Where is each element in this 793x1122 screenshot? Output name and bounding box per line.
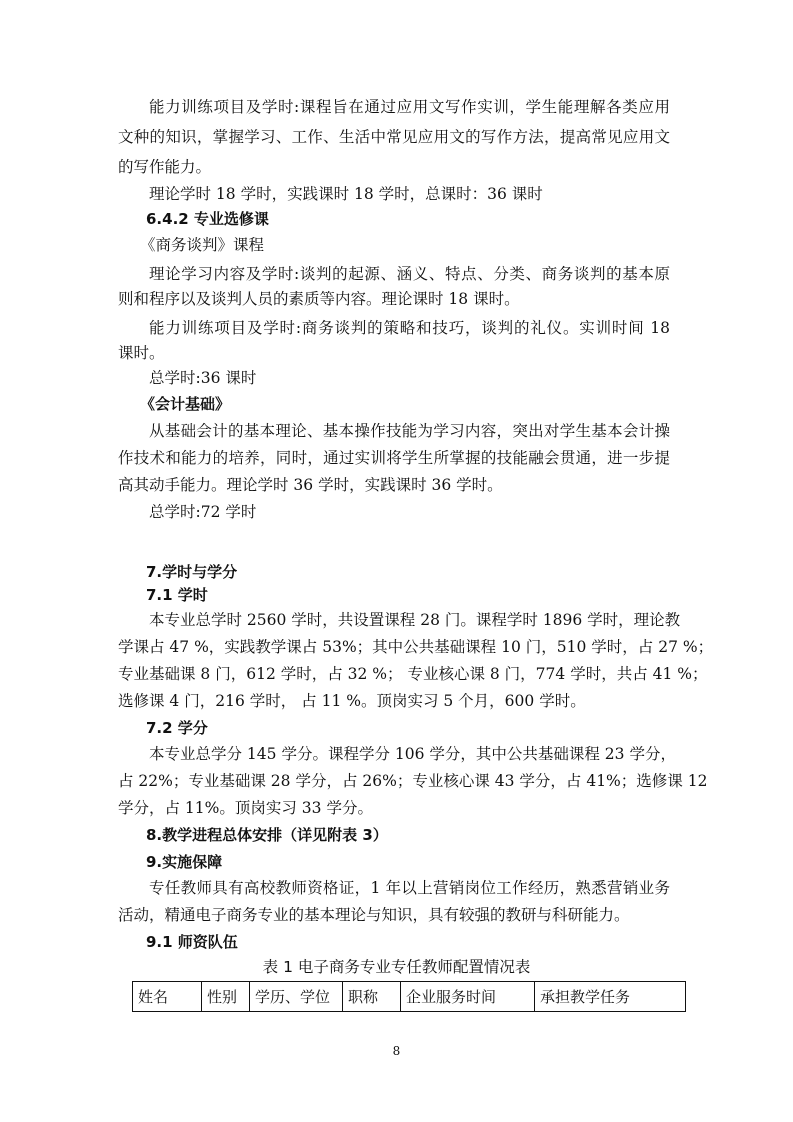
section-heading: 7.学时与学分 (146, 563, 238, 581)
section-heading: 9.实施保障 (146, 853, 223, 871)
subsection-heading: 9.1 师资队伍 (146, 933, 238, 951)
paragraph-line: 理论学习内容及学时:谈判的起源、涵义、特点、分类、商务谈判的基本原 (149, 265, 670, 283)
paragraph-line: 专业基础课 8 门，612 学时，占 32 %； 专业核心课 8 门，774 学时，共占 41 %； (118, 665, 708, 683)
page-number: 8 (392, 1044, 401, 1058)
paragraph-line: 高其动手能力。理论学时 36 学时，实践课时 36 学时。 (118, 476, 503, 494)
paragraph-line: 活动，精通电子商务专业的基本理论与知识，具有较强的教研与科研能力。 (118, 906, 630, 924)
paragraph-line: 从基础会计的基本理论、基本操作技能为学习内容，突出对学生基本会计操 (149, 422, 670, 440)
table-header-cell: 职称 (343, 982, 401, 1012)
subsection-heading: 7.2 学分 (146, 719, 208, 737)
paragraph-line: 文种的知识，掌握学习、工作、生活中常见应用文的写作方法，提高常见应用文 (118, 128, 670, 146)
table-header-cell: 学历、学位 (250, 982, 343, 1012)
section-heading: 8.教学进程总体安排（详见附表 3） (146, 826, 388, 844)
table-header-cell: 承担教学任务 (535, 982, 686, 1012)
teacher-table (132, 981, 686, 1012)
table-caption: 表 1 电子商务专业专任教师配置情况表 (262, 958, 531, 976)
paragraph-line: 占 22%；专业基础课 28 学分，占 26%；专业核心课 43 学分，占 41%；选修课 12 (118, 772, 708, 790)
paragraph-line: 本专业总学分 145 学分。课程学分 106 学分，其中公共基础课程 23 学分， (149, 745, 676, 763)
subsection-heading: 7.1 学时 (146, 586, 208, 604)
paragraph-line: 选修课 4 门，216 学时， 占 11 %。顶岗实习 5 个月，600 学时。 (118, 692, 586, 710)
hours-line: 理论学时 18 学时，实践课时 18 学时，总课时：36 课时 (149, 185, 543, 203)
paragraph-line: 作技术和能力的培养，同时，通过实训将学生所掌握的技能融会贯通，进一步提 (118, 449, 670, 467)
section-heading: 6.4.2 专业选修课 (146, 210, 269, 228)
paragraph-line: 则和程序以及谈判人员的素质等内容。理论课时 18 课时。 (118, 290, 520, 308)
table-header-row (133, 982, 686, 1012)
paragraph-line: 学课占 47 %，实践教学课占 53%；其中公共基础课程 10 门，510 学时，占 27 %； (118, 638, 714, 656)
paragraph-line: 课时。 (118, 344, 165, 362)
paragraph-line: 专任教师具有高校教师资格证，1 年以上营销岗位工作经历，熟悉营销业务 (149, 879, 670, 897)
paragraph-line: 本专业总学时 2560 学时，共设置课程 28 门。课程学时 1896 学时，理论教 (149, 611, 681, 629)
course-title: 《会计基础》 (140, 395, 231, 413)
table-header-cell: 姓名 (133, 982, 202, 1012)
paragraph-line: 能力训练项目及学时:商务谈判的策略和技巧，谈判的礼仪。实训时间 18 (149, 319, 670, 337)
table-header-cell: 性别 (202, 982, 250, 1012)
total-hours: 总学时:72 学时 (149, 503, 257, 521)
paragraph-line: 能力训练项目及学时:课程旨在通过应用文写作实训，学生能理解各类应用 (149, 98, 670, 116)
paragraph-line: 学分，占 11%。顶岗实习 33 学分。 (118, 799, 373, 817)
total-hours: 总学时:36 课时 (149, 369, 257, 387)
table-header-cell: 企业服务时间 (401, 982, 535, 1012)
course-title: 《商务谈判》课程 (140, 236, 265, 254)
paragraph-line: 的写作能力。 (118, 158, 212, 176)
